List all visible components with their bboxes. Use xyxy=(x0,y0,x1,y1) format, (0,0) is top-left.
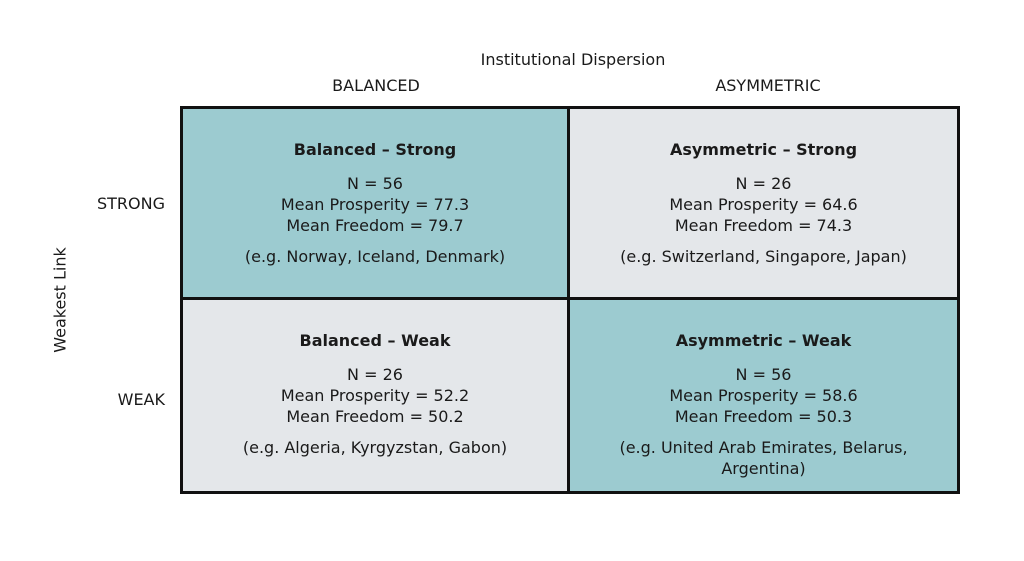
cell-freedom: Mean Freedom = 79.7 xyxy=(286,216,464,235)
cell-count: N = 26 xyxy=(347,365,403,384)
cell-example: (e.g. Switzerland, Singapore, Japan) xyxy=(620,247,907,266)
cell-title: Balanced – Weak xyxy=(299,331,451,350)
cell-prosperity: Mean Prosperity = 58.6 xyxy=(669,386,858,405)
column-header-asymmetric: ASYMMETRIC xyxy=(715,76,821,95)
cell-asymmetric-strong xyxy=(570,109,957,300)
x-axis-title: Institutional Dispersion xyxy=(480,50,666,69)
cell-count: N = 26 xyxy=(735,174,792,193)
cell-example: (e.g. Algeria, Kyrgyzstan, Gabon) xyxy=(242,438,508,457)
column-header-balanced: BALANCED xyxy=(332,76,420,95)
y-axis-title: Weakest Link xyxy=(50,247,70,353)
cell-balanced-strong xyxy=(183,109,570,300)
cell-freedom: Mean Freedom = 50.2 xyxy=(286,407,464,426)
cell-asymmetric-weak xyxy=(570,300,957,491)
cell-prosperity: Mean Prosperity = 64.6 xyxy=(669,195,858,214)
cell-example: (e.g. United Arab Emirates, Belarus, Argentina) xyxy=(619,438,908,478)
cell-balanced-weak xyxy=(183,300,570,491)
row-header-strong: STRONG xyxy=(96,194,165,213)
cell-prosperity: Mean Prosperity = 77.3 xyxy=(280,195,470,214)
cell-count: N = 56 xyxy=(347,174,403,193)
cell-freedom: Mean Freedom = 74.3 xyxy=(674,216,853,235)
cell-example: (e.g. Norway, Iceland, Denmark) xyxy=(244,247,506,266)
cell-count: N = 56 xyxy=(735,365,792,384)
cell-title: Asymmetric – Weak xyxy=(675,331,852,350)
row-header-weak: WEAK xyxy=(117,390,165,409)
cell-title: Balanced – Strong xyxy=(293,140,457,159)
cell-freedom: Mean Freedom = 50.3 xyxy=(674,407,853,426)
quadrant-grid xyxy=(180,106,960,494)
cell-prosperity: Mean Prosperity = 52.2 xyxy=(280,386,470,405)
cell-title: Asymmetric – Strong xyxy=(669,140,858,159)
